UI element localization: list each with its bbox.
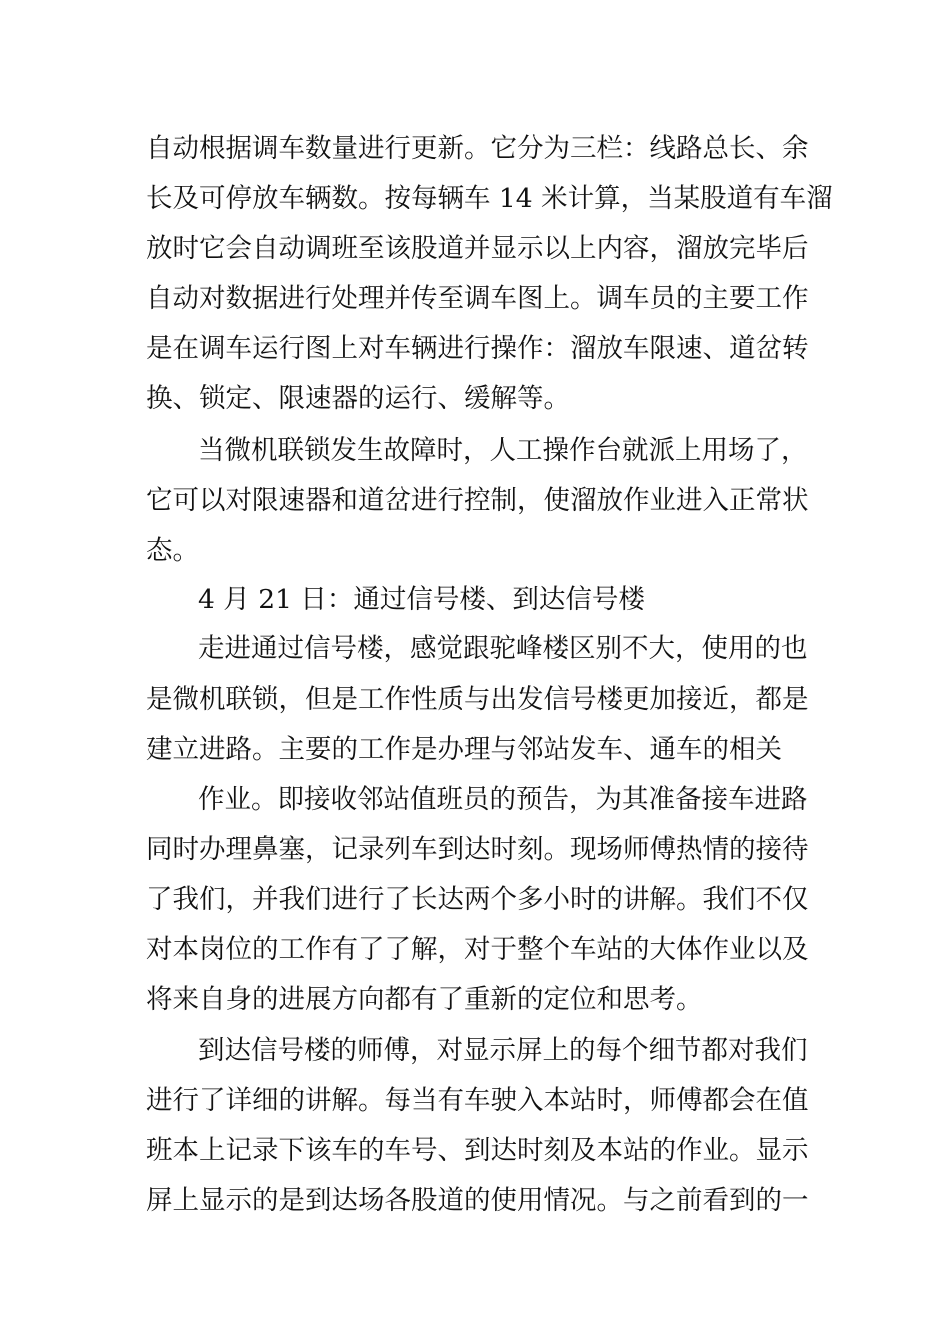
text-line-17: 对本岗位的工作有了了解，对于整个车站的大体作业以及 — [146, 934, 809, 965]
text-line-2: 长及可停放车辆数。按每辆车 14 米计算，当某股道有车溜 — [146, 183, 833, 214]
text-line-22: 屏上显示的是到达场各股道的使用情况。与之前看到的一 — [146, 1185, 809, 1216]
text-line-21: 班本上记录下该车的车号、到达时刻及本站的作业。显示 — [146, 1135, 809, 1166]
text-line-7: 当微机联锁发生故障时，人工操作台就派上用场了， — [198, 435, 808, 466]
text-line-11: 走进通过信号楼，感觉跟驼峰楼区别不大，使用的也 — [198, 633, 808, 664]
text-line-16: 了我们，并我们进行了长达两个多小时的讲解。我们不仅 — [146, 884, 809, 915]
text-line-4: 自动对数据进行处理并传至调车图上。调车员的主要工作 — [146, 283, 809, 314]
section-date-heading: 4 月 21 日：通过信号楼、到达信号楼 — [198, 584, 645, 615]
text-line-13: 建立进路。主要的工作是办理与邻站发车、通车的相关 — [146, 734, 782, 765]
text-line-5: 是在调车运行图上对车辆进行操作：溜放车限速、道岔转 — [146, 333, 809, 364]
text-line-19: 到达信号楼的师傅，对显示屏上的每个细节都对我们 — [198, 1035, 808, 1066]
text-line-1: 自动根据调车数量进行更新。它分为三栏：线路总长、余 — [146, 133, 809, 164]
text-line-8: 它可以对限速器和道岔进行控制，使溜放作业进入正常状 — [146, 485, 809, 516]
text-line-15: 同时办理鼻塞，记录列车到达时刻。现场师傅热情的接待 — [146, 834, 809, 865]
text-line-3: 放时它会自动调班至该股道并显示以上内容，溜放完毕后 — [146, 233, 809, 264]
text-line-6: 换、锁定、限速器的运行、缓解等。 — [146, 383, 570, 414]
text-line-18: 将来自身的进展方向都有了重新的定位和思考。 — [146, 984, 703, 1015]
text-line-9: 态。 — [146, 535, 199, 566]
text-line-12: 是微机联锁，但是工作性质与出发信号楼更加接近，都是 — [146, 684, 809, 715]
text-line-14: 作业。即接收邻站值班员的预告，为其准备接车进路 — [198, 784, 808, 815]
text-line-20: 进行了详细的讲解。每当有车驶入本站时，师傅都会在值 — [146, 1085, 809, 1116]
